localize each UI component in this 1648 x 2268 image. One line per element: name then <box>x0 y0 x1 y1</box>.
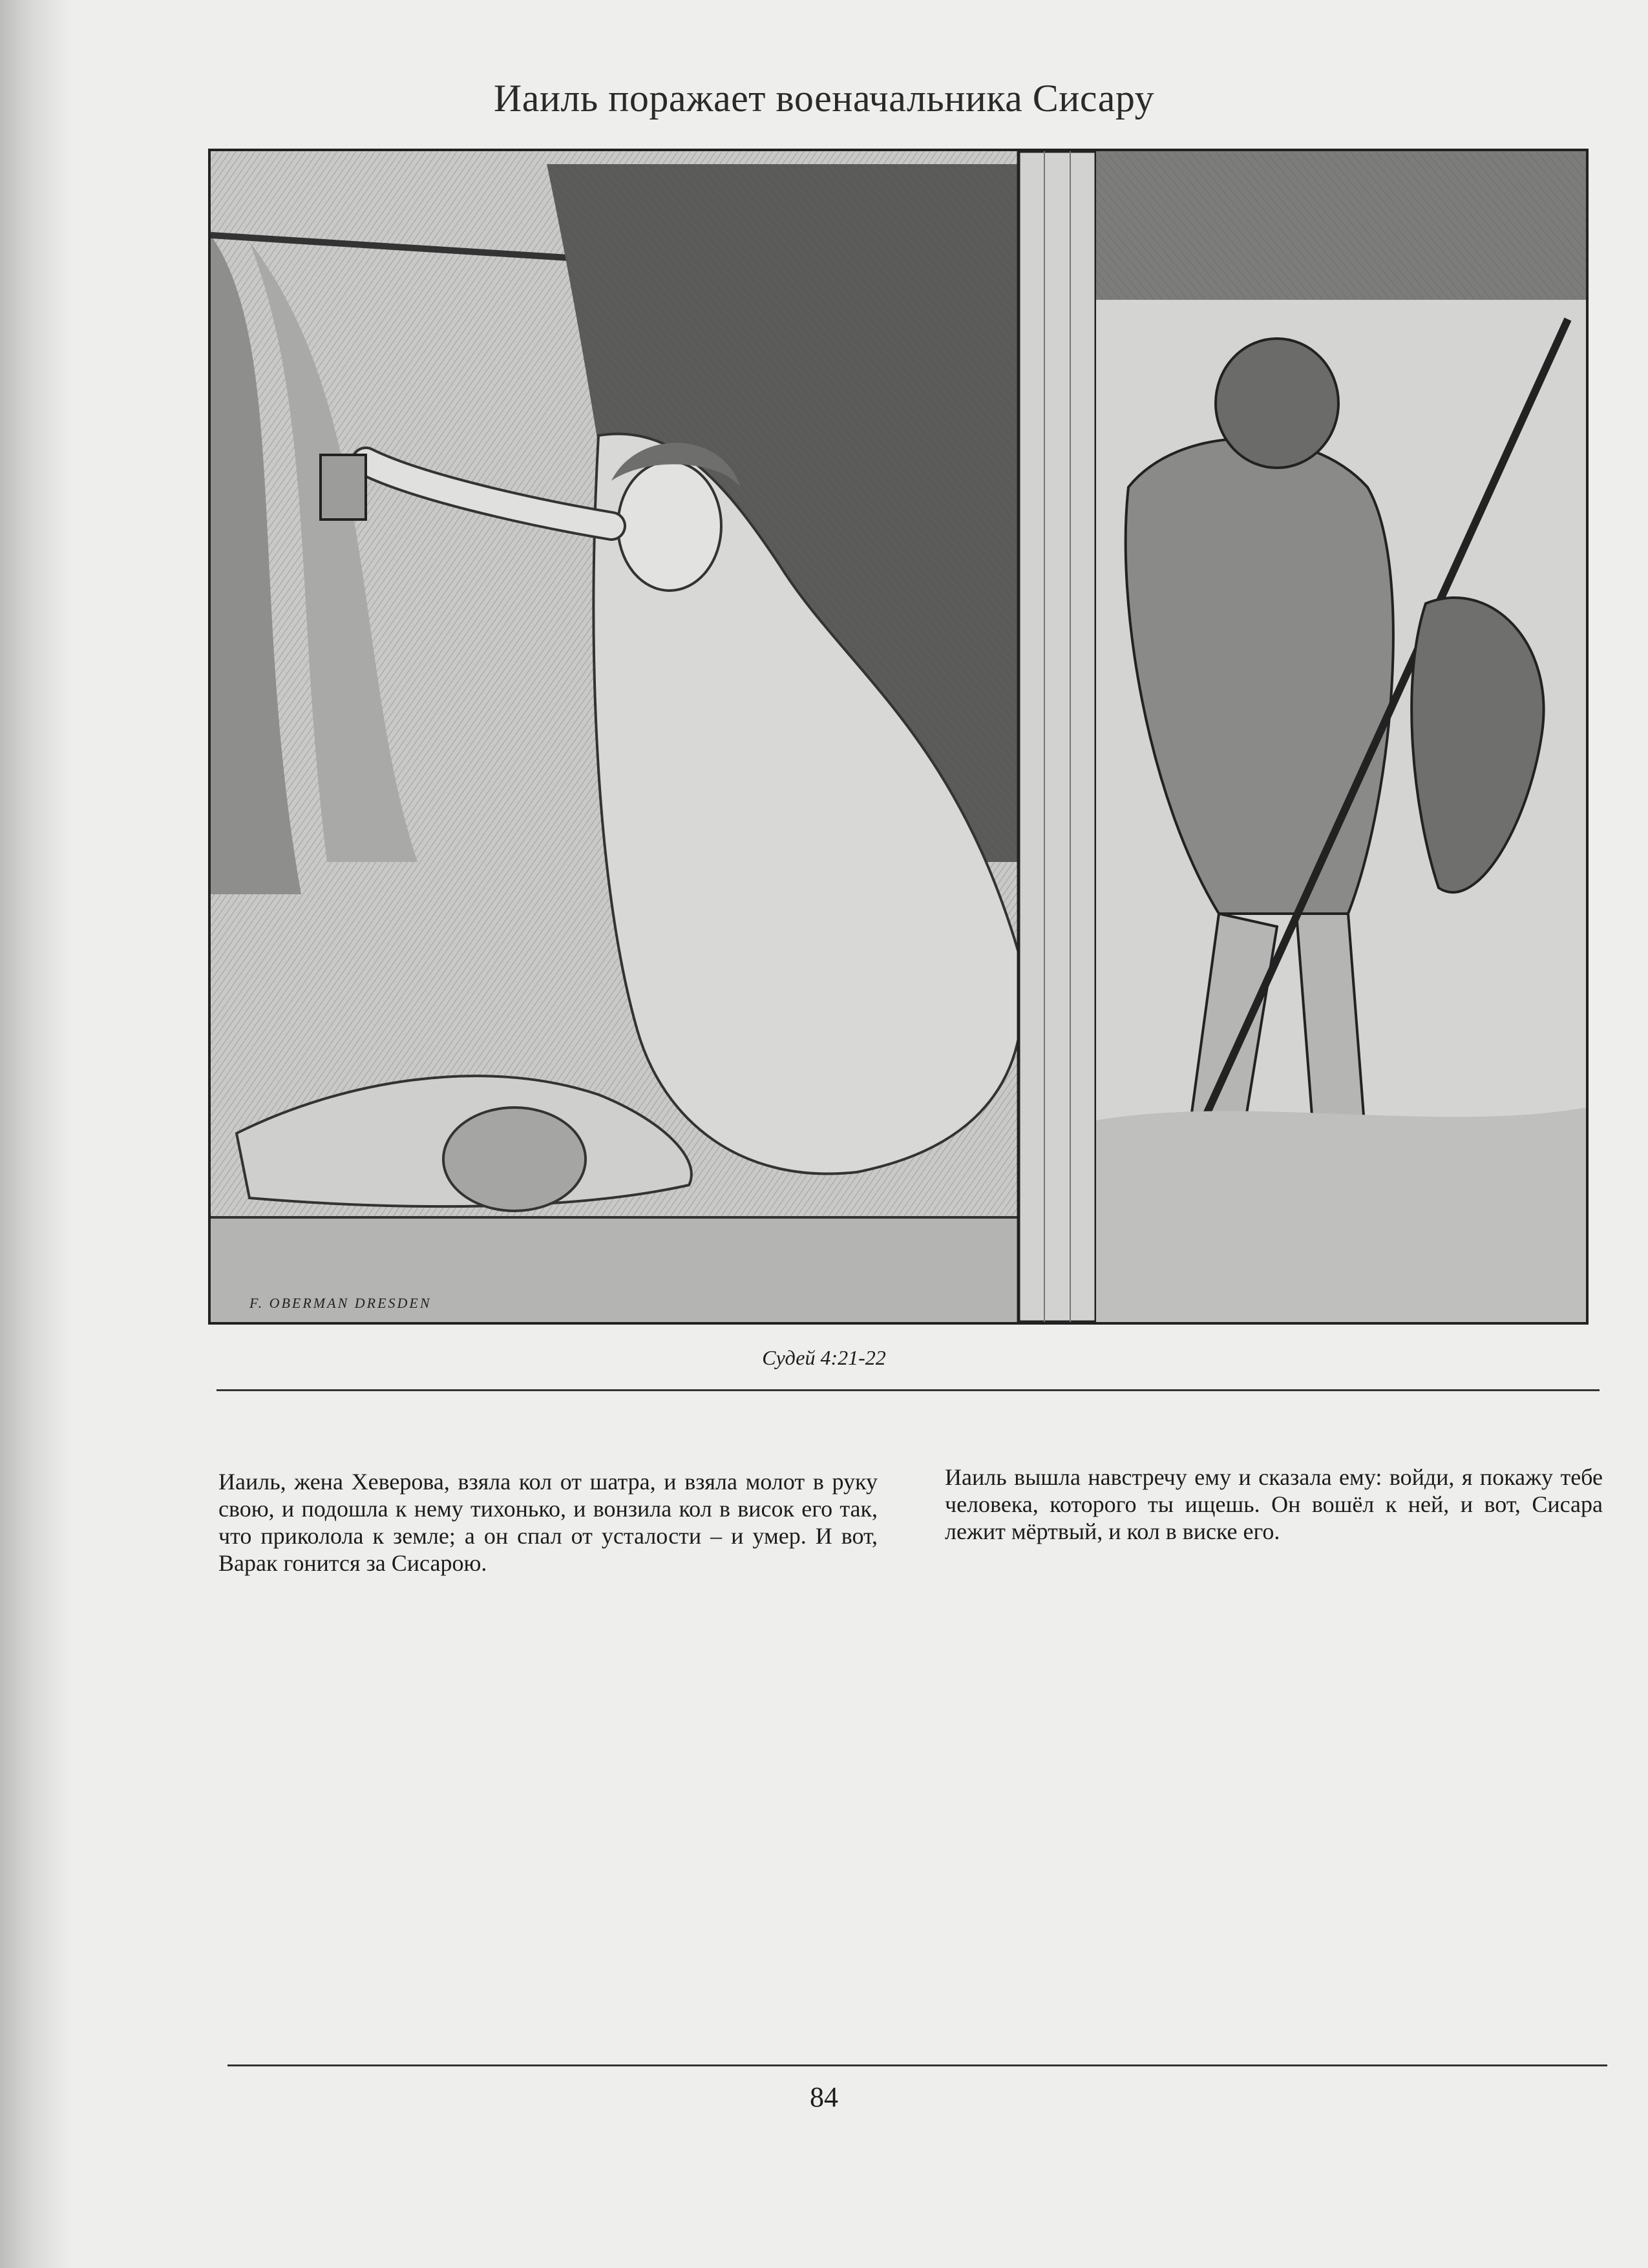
sisera-head <box>443 1108 586 1211</box>
left-column-text: Иаиль, жена Хеверова, взяла кол от шатра, и взяла молот в руку свою, и подошла к нему тихонько, и вонзила кол в висок его так, что приколола к земле; а он спал от усталости – и умер. И вот, Варак гонится за Сисарою. <box>218 1469 878 1576</box>
page-title: Иаиль поражает военачальника Сисару <box>493 77 1155 120</box>
tent-post <box>1019 151 1096 1322</box>
page-number: 84 <box>810 2081 838 2113</box>
engraving-illustration <box>208 149 1589 1325</box>
engraving-svg <box>211 151 1586 1322</box>
jael-head <box>618 461 721 591</box>
engraver-signature: F. OBERMAN DRESDEN <box>249 1295 432 1311</box>
hammer <box>321 455 366 520</box>
scripture-reference: Судей 4:21-22 <box>762 1346 886 1369</box>
divider-bottom <box>227 2064 1607 2066</box>
right-column-text: Иаиль вышла навстречу ему и сказала ему: войди, я покажу тебе человека, которого ты ищешь. Он вошёл к ней, и вот, Сисара лежит мёртвый, и кол в виске его. <box>945 1464 1603 1544</box>
binding-shadow <box>0 0 71 2268</box>
soldier-helmet <box>1216 339 1338 468</box>
divider-top <box>217 1389 1600 1391</box>
